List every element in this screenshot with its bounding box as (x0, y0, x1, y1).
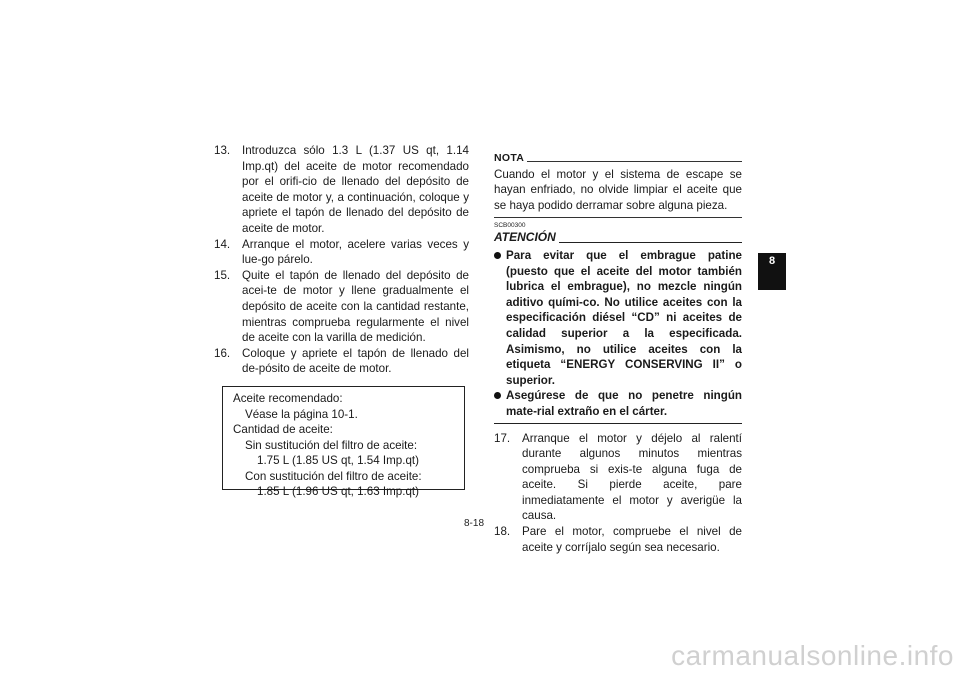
caution-item: Asegúrese de que no penetre ningún mate-rial extraño en el cárter. (494, 388, 742, 419)
caution-rule (559, 242, 742, 243)
step-16: 16. Coloque y apriete el tapón de llenado del de-pósito de aceite de motor. (214, 346, 469, 376)
spec-quantity-label: Cantidad de aceite: (233, 423, 333, 437)
bullet-icon (494, 392, 501, 399)
step-13: 13. Introduzca sólo 1.3 L (1.37 US qt, 1.14 Imp.qt) del aceite de motor recomendado por el orifi-cio de llenado del depósito de aceite de motor y, a continuación, coloque y apriete el tapón de llenado del depósito de aceite de motor. (214, 144, 469, 235)
step-15: 15. Quite el tapón de llenado del depósito de acei-te de motor y llene gradualmente el depósito de aceite con la cantidad restante, mientras comprueba regularmente el nivel de aceite con la varilla de medición. (214, 268, 469, 345)
note-rule (527, 161, 742, 162)
left-column (214, 143, 469, 499)
caution-item: Para evitar que el embrague patine (puesto que el aceite del motor también lubrica el embrague), no mezcle ningún aditivo quími-co. No utilice aceites con la especificación diésel “CD” ni aceites de calidad superior a la especificada. Asimismo, no utilice aceites con la etiqueta “ENERGY CONSERVING II” o superior. (494, 248, 742, 388)
note-title: NOTA (494, 152, 525, 164)
caution-list (494, 248, 742, 420)
caution-title: ATENCIÓN (494, 230, 556, 245)
steps-list-right (494, 431, 742, 556)
spec-with-filter-label: Con sustitución del filtro de aceite: (245, 469, 422, 483)
watermark: carmanualsonline.info (671, 640, 954, 671)
step-17: 17. Arranque el motor y déjelo al ralentí durante algunos minutos mientras comprueba si exis-te alguna fuga de aceite. Si pierde aceite, pare inmediatamente el motor y averigüe la causa. (494, 431, 742, 523)
oil-spec-box (222, 386, 465, 499)
spec-with-filter-value: 1.85 L (1.96 US qt, 1.63 Imp.qt) (257, 485, 419, 499)
spec-without-filter-value: 1.75 L (1.85 US qt, 1.54 Imp.qt) (257, 454, 419, 468)
steps-list-left (214, 143, 469, 377)
chapter-tab: 8 (758, 253, 786, 290)
caution-code: SCB00300 (494, 222, 526, 230)
page-number: 8-18 (464, 518, 485, 529)
caution-heading (494, 230, 742, 246)
spec-recommended-label: Aceite recomendado: (233, 391, 343, 405)
note-heading (494, 151, 742, 167)
spec-without-filter-label: Sin sustitución del filtro de aceite: (245, 438, 418, 452)
spec-recommended-ref: Véase la página 10-1. (245, 407, 358, 421)
note-end-rule (494, 217, 742, 218)
bullet-icon (494, 252, 501, 259)
right-column (494, 151, 742, 555)
step-18: 18. Pare el motor, compruebe el nivel de aceite y corríjalo según sea necesario. (494, 525, 742, 554)
note-text: Cuando el motor y el sistema de escape se hayan enfriado, no olvide limpiar el aceite que se haya podido derramar sobre alguna pieza. (494, 167, 742, 212)
caution-end-rule (494, 423, 742, 424)
step-14: 14. Arranque el motor, acelere varias veces y lue-go párelo. (214, 237, 469, 267)
